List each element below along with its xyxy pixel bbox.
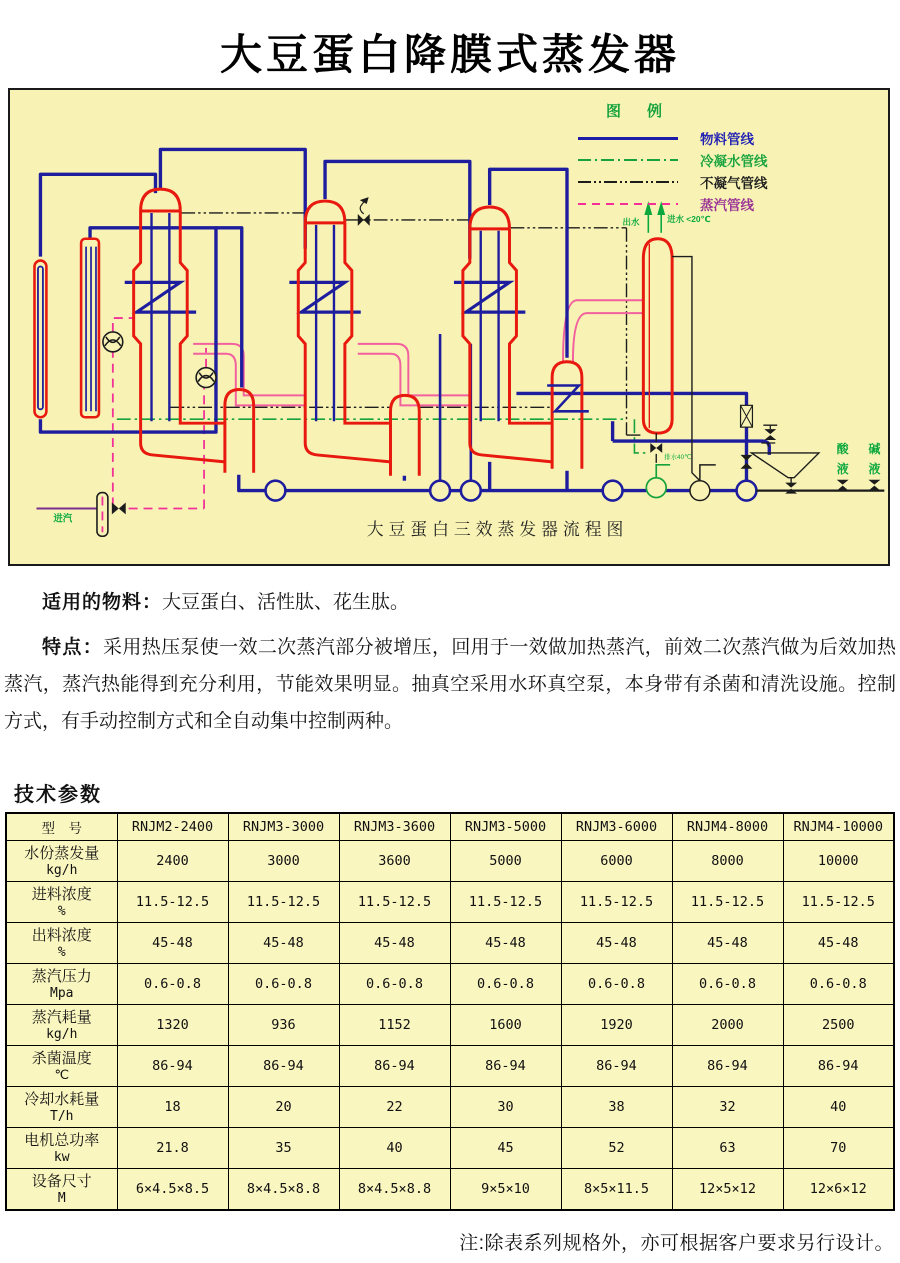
value-cell: 8×5×11.5 bbox=[561, 1169, 672, 1211]
value-cell: 1920 bbox=[561, 1005, 672, 1046]
flow-diagram-panel bbox=[8, 88, 890, 566]
table-row bbox=[6, 1087, 894, 1128]
row-unit: kg/h bbox=[46, 862, 78, 878]
value-cell: 11.5-12.5 bbox=[117, 882, 228, 923]
legend-title: 图例 bbox=[606, 103, 689, 120]
value-cell: 0.6-0.8 bbox=[783, 964, 894, 1005]
value-cell: 20 bbox=[228, 1087, 339, 1128]
row-unit: % bbox=[57, 903, 66, 919]
value-cell: 11.5-12.5 bbox=[561, 882, 672, 923]
evaporator-effect-1 bbox=[125, 189, 225, 462]
value-cell: 11.5-12.5 bbox=[672, 882, 783, 923]
features-label: 特点： bbox=[42, 637, 104, 658]
value-cell: 0.6-0.8 bbox=[339, 964, 450, 1005]
value-cell: 35 bbox=[228, 1128, 339, 1169]
valve-icon bbox=[785, 483, 797, 494]
pump-icon bbox=[461, 481, 481, 501]
row-label: 进料浓度 bbox=[31, 885, 92, 903]
table-row bbox=[6, 1005, 894, 1046]
row-label: 蒸汽压力 bbox=[31, 967, 92, 985]
valve-icon bbox=[868, 480, 880, 491]
table-row bbox=[6, 964, 894, 1005]
thermocompressor-1 bbox=[103, 332, 123, 352]
value-cell: 12×5×12 bbox=[672, 1169, 783, 1211]
model-header-cell: RNJM2-2400 bbox=[117, 813, 228, 841]
value-cell: 45 bbox=[450, 1128, 561, 1169]
separator-3 bbox=[547, 362, 589, 469]
thermocompressor-2 bbox=[196, 368, 216, 388]
pumps bbox=[266, 465, 757, 501]
legend-label: 冷凝水管线 bbox=[700, 154, 768, 169]
value-cell: 86-94 bbox=[339, 1046, 450, 1087]
value-cell: 40 bbox=[339, 1128, 450, 1169]
value-cell: 2500 bbox=[783, 1005, 894, 1046]
water-ring-vacuum-pump bbox=[646, 465, 670, 498]
value-cell: 2000 bbox=[672, 1005, 783, 1046]
value-cell: 12×6×12 bbox=[783, 1169, 894, 1211]
heat-exchange-zigzag bbox=[289, 282, 360, 312]
row-label: 设备尺寸 bbox=[31, 1172, 92, 1190]
row-unit: kg/h bbox=[46, 1026, 78, 1042]
row-label: 电机总功率 bbox=[24, 1131, 100, 1149]
value-cell: 45-48 bbox=[450, 923, 561, 964]
separator-2 bbox=[390, 395, 419, 475]
page-title: 大豆蛋白降膜式蒸发器 bbox=[219, 31, 680, 78]
value-cell: 8000 bbox=[672, 841, 783, 882]
row-label-cell bbox=[6, 1005, 117, 1046]
row-unit: % bbox=[57, 944, 66, 960]
dashed-line-sample bbox=[578, 203, 678, 205]
value-cell: 11.5-12.5 bbox=[450, 882, 561, 923]
table-row bbox=[6, 882, 894, 923]
model-header-cell: RNJM3-6000 bbox=[561, 813, 672, 841]
pump-icon bbox=[603, 481, 623, 501]
value-cell: 86-94 bbox=[117, 1046, 228, 1087]
preheater-1 bbox=[34, 261, 46, 418]
value-cell: 45-48 bbox=[228, 923, 339, 964]
row-label-cell bbox=[6, 841, 117, 882]
materials-paragraph bbox=[4, 584, 896, 621]
value-cell: 45-48 bbox=[339, 923, 450, 964]
pump-icon bbox=[430, 481, 450, 501]
value-cell: 40 bbox=[783, 1087, 894, 1128]
table-row bbox=[6, 1128, 894, 1169]
value-cell: 6000 bbox=[561, 841, 672, 882]
value-cell: 2400 bbox=[117, 841, 228, 882]
water-out-label: 出水 bbox=[622, 216, 640, 227]
legend-item-2 bbox=[578, 149, 838, 171]
cip-station bbox=[741, 405, 885, 493]
drain-label: 排水40℃ bbox=[664, 453, 692, 461]
value-cell: 10000 bbox=[783, 841, 894, 882]
value-cell: 0.6-0.8 bbox=[228, 964, 339, 1005]
row-label: 水份蒸发量 bbox=[24, 844, 100, 862]
condenser bbox=[643, 201, 700, 481]
description-section bbox=[0, 576, 900, 740]
value-cell: 86-94 bbox=[561, 1046, 672, 1087]
valve-icon bbox=[650, 443, 662, 453]
row-label-cell bbox=[6, 1128, 117, 1169]
model-header-cell: RNJM4-8000 bbox=[672, 813, 783, 841]
preheater-2 bbox=[81, 239, 99, 417]
legend-label: 不凝气管线 bbox=[700, 176, 768, 191]
row-label-cell bbox=[6, 1169, 117, 1211]
table-header-row bbox=[6, 813, 894, 841]
value-cell: 8×4.5×8.8 bbox=[339, 1169, 450, 1211]
row-label-cell bbox=[6, 923, 117, 964]
value-cell: 86-94 bbox=[672, 1046, 783, 1087]
bottom-note: 注:除表系列规格外，亦可根据客户要求另行设计。 bbox=[459, 1233, 894, 1254]
value-cell: 86-94 bbox=[783, 1046, 894, 1087]
row-unit: kw bbox=[53, 1149, 70, 1165]
heat-exchange-zigzag bbox=[125, 282, 196, 312]
value-cell: 0.6-0.8 bbox=[117, 964, 228, 1005]
acid-label: 液 bbox=[836, 461, 849, 476]
value-cell: 45-48 bbox=[117, 923, 228, 964]
value-cell: 0.6-0.8 bbox=[561, 964, 672, 1005]
row-unit: Mpa bbox=[50, 985, 74, 1001]
valve-icon bbox=[837, 480, 849, 491]
row-label-cell bbox=[6, 1046, 117, 1087]
legend-item-1 bbox=[578, 127, 838, 149]
value-cell: 0.6-0.8 bbox=[450, 964, 561, 1005]
value-cell: 6×4.5×8.5 bbox=[117, 1169, 228, 1211]
separator-1 bbox=[225, 389, 254, 472]
value-cell: 21.8 bbox=[117, 1128, 228, 1169]
value-cell: 3600 bbox=[339, 841, 450, 882]
acid-label: 酸 bbox=[836, 441, 849, 456]
tech-table-wrap bbox=[5, 812, 895, 1211]
row-label: 冷却水耗量 bbox=[24, 1090, 100, 1108]
valve-icon bbox=[112, 503, 126, 515]
value-cell: 22 bbox=[339, 1087, 450, 1128]
evaporator-effect-3 bbox=[454, 207, 552, 462]
legend-label: 物料管线 bbox=[700, 132, 754, 147]
model-header-cell: RNJM3-5000 bbox=[450, 813, 561, 841]
control-valve bbox=[358, 197, 370, 226]
diagram-caption: 大豆蛋白三效蒸发器流程图 bbox=[366, 520, 629, 540]
legend-items bbox=[578, 127, 838, 215]
materials-label: 适用的物料： bbox=[42, 592, 163, 613]
value-cell: 1152 bbox=[339, 1005, 450, 1046]
value-cell: 936 bbox=[228, 1005, 339, 1046]
legend-item-3 bbox=[578, 171, 838, 193]
value-cell: 30 bbox=[450, 1087, 561, 1128]
tech-table bbox=[5, 812, 895, 1211]
value-cell: 45-48 bbox=[672, 923, 783, 964]
legend-label: 蒸汽管线 bbox=[700, 198, 754, 213]
heat-exchange-zigzag bbox=[454, 282, 525, 312]
value-cell: 86-94 bbox=[228, 1046, 339, 1087]
row-label-cell bbox=[6, 1087, 117, 1128]
row-label: 杀菌温度 bbox=[31, 1049, 92, 1067]
dashdotdot-line-sample bbox=[578, 181, 678, 183]
legend-item-4 bbox=[578, 193, 838, 215]
value-cell: 1600 bbox=[450, 1005, 561, 1046]
value-cell: 32 bbox=[672, 1087, 783, 1128]
features-text: 采用热压泵使一效二次蒸汽部分被增压，回用于一效做加热蒸汽，前效二次蒸汽做为后效加热蒸汽，蒸汽热能得到充分利用，节能效果明显。抽真空采用水环真空泵，本身带有杀菌和清洗设施。控制方式，有手动控制方式和全自动集中控制两种。 bbox=[4, 637, 896, 732]
value-cell: 3000 bbox=[228, 841, 339, 882]
dashdot-line-sample bbox=[578, 159, 678, 161]
valve-icon bbox=[764, 429, 776, 440]
value-cell: 8×4.5×8.8 bbox=[228, 1169, 339, 1211]
value-cell: 52 bbox=[561, 1128, 672, 1169]
value-cell: 70 bbox=[783, 1128, 894, 1169]
row-unit: ℃ bbox=[54, 1067, 70, 1083]
row-label: 蒸汽耗量 bbox=[31, 1008, 92, 1026]
value-cell: 63 bbox=[672, 1128, 783, 1169]
table-row bbox=[6, 923, 894, 964]
table-row bbox=[6, 841, 894, 882]
evaporator-effect-2 bbox=[289, 201, 390, 462]
row-label-cell bbox=[6, 964, 117, 1005]
table-row bbox=[6, 1169, 894, 1211]
value-cell: 18 bbox=[117, 1087, 228, 1128]
value-cell: 11.5-12.5 bbox=[228, 882, 339, 923]
pump-icon bbox=[266, 481, 286, 501]
vacuum-pump bbox=[690, 465, 716, 501]
value-cell: 0.6-0.8 bbox=[672, 964, 783, 1005]
row-unit: M bbox=[57, 1190, 66, 1206]
alkali-label: 液 bbox=[868, 461, 881, 476]
value-cell: 5000 bbox=[450, 841, 561, 882]
value-cell: 1320 bbox=[117, 1005, 228, 1046]
solid-line-sample bbox=[578, 137, 678, 140]
value-cell: 9×5×10 bbox=[450, 1169, 561, 1211]
value-cell: 11.5-12.5 bbox=[339, 882, 450, 923]
row-label-cell bbox=[6, 882, 117, 923]
pump-icon bbox=[737, 481, 757, 501]
value-cell: 86-94 bbox=[450, 1046, 561, 1087]
value-cell: 11.5-12.5 bbox=[783, 882, 894, 923]
steam-in-label: 进汽 bbox=[53, 512, 73, 524]
value-cell: 45-48 bbox=[561, 923, 672, 964]
diagram-legend bbox=[578, 100, 838, 215]
water-in-label: 进水 <20℃ bbox=[667, 213, 711, 224]
tech-params-title: 技术参数 bbox=[14, 784, 102, 806]
model-header-cell: RNJM3-3600 bbox=[339, 813, 450, 841]
row-label: 出料浓度 bbox=[31, 926, 92, 944]
model-header-cell: RNJM3-3000 bbox=[228, 813, 339, 841]
materials-text: 大豆蛋白、活性肽、花生肽。 bbox=[162, 592, 410, 613]
value-cell: 38 bbox=[561, 1087, 672, 1128]
table-row bbox=[6, 1046, 894, 1087]
features-paragraph bbox=[4, 629, 896, 740]
value-cell: 45-48 bbox=[783, 923, 894, 964]
row-unit: T/h bbox=[50, 1108, 74, 1124]
model-header-label: 型 号 bbox=[6, 813, 117, 841]
model-header-cell: RNJM4-10000 bbox=[783, 813, 894, 841]
alkali-label: 碱 bbox=[868, 441, 881, 456]
